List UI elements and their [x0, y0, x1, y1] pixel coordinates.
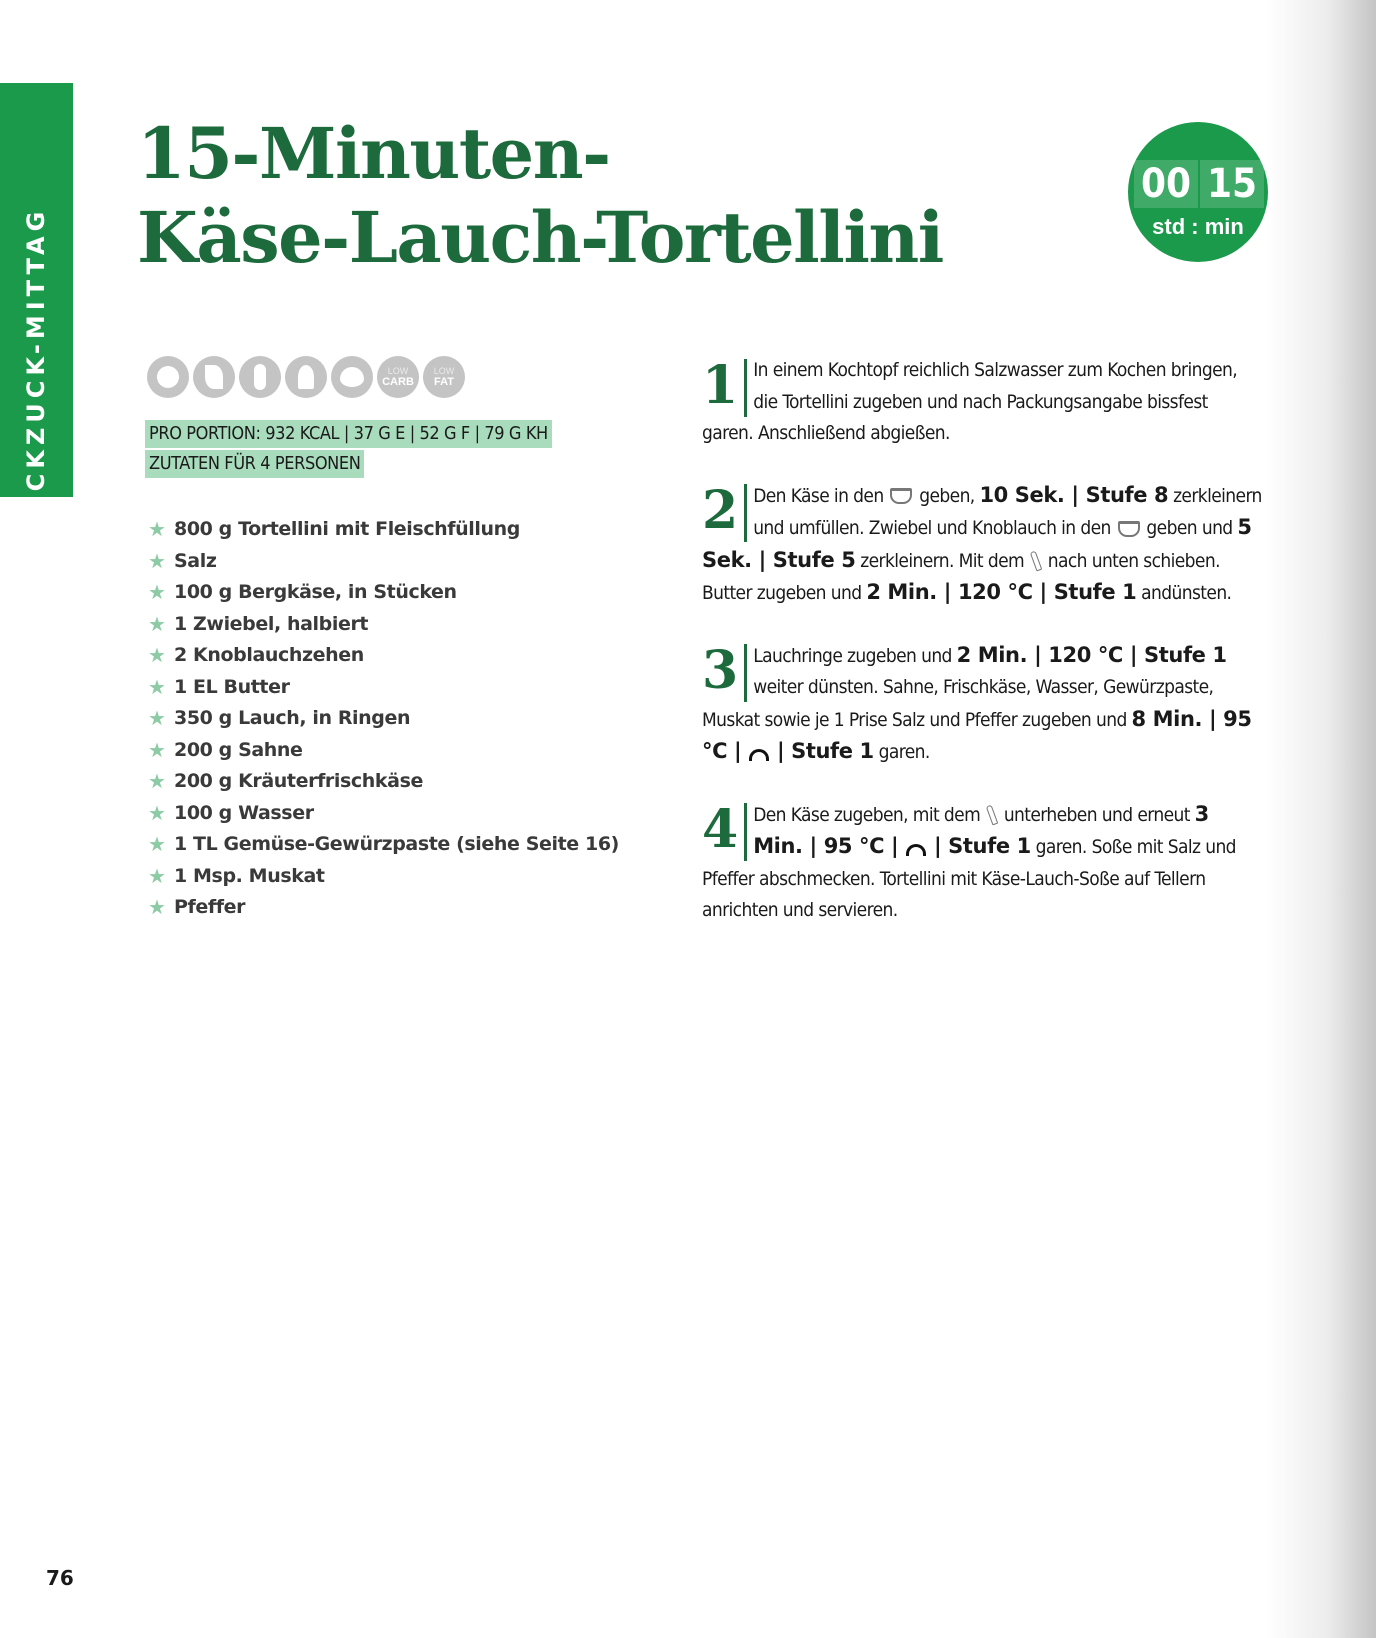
star-icon: ★ — [148, 517, 166, 541]
ingredient-item: ★ 200 g Sahne — [148, 735, 619, 767]
star-icon: ★ — [148, 895, 166, 919]
recipe-title-line1: 15-Minuten- — [137, 112, 610, 195]
reverse-rotation-icon — [749, 749, 769, 761]
ingredient-item: ★ Salz — [148, 546, 619, 578]
ingredient-item: ★ 1 Msp. Muskat — [148, 861, 619, 893]
ingredient-item: ★ 2 Knoblauchzehen — [148, 640, 619, 672]
low-carb-icon: LOW CARB — [377, 356, 419, 398]
star-icon: ★ — [148, 706, 166, 730]
star-icon: ★ — [148, 769, 166, 793]
step-2 — [702, 480, 1262, 610]
page-edge-shadow — [1266, 0, 1376, 1638]
star-icon: ★ — [148, 580, 166, 604]
reverse-rotation-icon — [906, 844, 926, 856]
star-icon: ★ — [148, 674, 166, 699]
leaf-icon — [193, 356, 235, 398]
timer-minutes: 15 — [1200, 160, 1264, 208]
step-1 — [702, 355, 1262, 450]
spatula-icon — [986, 805, 998, 826]
ingredient-item: ★ 350 g Lauch, in Ringen — [148, 703, 619, 735]
mixing-bowl-icon — [1118, 521, 1140, 537]
step-text: Den Käse zugeben, mit dem unterheben und erneut 3 Min. | 95 °C | | Stufe 1 garen. Soße mit Salz und Pfeffer abschmecken. Tortellini mit Käse-Lauch-Soße auf Tellern anrichten und servieren. — [702, 801, 1236, 921]
step-number: 3 — [702, 644, 747, 702]
star-icon: ★ — [148, 611, 166, 636]
mixing-bowl-icon — [890, 488, 912, 504]
ingredient-item: ★ 1 Zwiebel, halbiert — [148, 609, 619, 641]
step-text: Den Käse in den geben, 10 Sek. | Stufe 8 zerkleinern und umfüllen. Zwiebel und Knoblauch in den geben und 5 Sek. | Stufe 5 zerkleinern. Mit dem nach unten schieben. Butter zugeben und 2 Min. | 120 °C | Stufe 1 andünsten. — [702, 482, 1262, 604]
timer-hours: 00 — [1134, 160, 1198, 208]
star-icon: ★ — [148, 832, 166, 856]
ingredient-item: ★ 100 g Bergkäse, in Stücken — [148, 577, 619, 609]
step-3 — [702, 640, 1262, 769]
low-fat-icon: LOW FAT — [423, 356, 465, 398]
page-number: 76 — [46, 1566, 74, 1590]
step-text: Lauchringe zugeben und 2 Min. | 120 °C | Stufe 1 weiter dünsten. Sahne, Frischkäse, Wasser, Gewürzpaste, Muskat sowie je 1 Prise Salz und Pfeffer zugeben und 8 Min. | 95 °C | | Stufe 1 garen. — [702, 642, 1252, 763]
recipe-title-line2: Käse-Lauch-Tortellini — [137, 196, 943, 279]
star-icon: ★ — [148, 643, 166, 667]
star-icon: ★ — [148, 863, 166, 888]
ingredient-item: ★ 800 g Tortellini mit Fleischfüllung — [148, 514, 619, 546]
ingredient-item: ★ Pfeffer — [148, 892, 619, 924]
star-icon: ★ — [148, 737, 166, 762]
ingredient-item: ★ 1 EL Butter — [148, 672, 619, 704]
preparation-steps — [702, 355, 1262, 927]
star-icon: ★ — [148, 548, 166, 573]
tomato-icon — [147, 356, 189, 398]
servings-info: ZUTATEN FÜR 4 PERSONEN — [145, 450, 364, 478]
step-4 — [702, 799, 1262, 927]
section-tab-label: RUCKZUCK-MITTAG — [22, 206, 50, 540]
step-number: 2 — [702, 484, 747, 542]
step-number: 1 — [702, 359, 747, 417]
step-number: 4 — [702, 803, 747, 861]
recipe-title — [137, 112, 943, 280]
prep-time-badge — [1128, 122, 1268, 262]
spatula-icon — [1030, 551, 1042, 572]
drop-icon — [331, 356, 373, 398]
section-tab — [0, 83, 73, 540]
bottle-icon — [239, 356, 281, 398]
ingredient-item: ★ 1 TL Gemüse-Gewürzpaste (siehe Seite 16) — [148, 829, 619, 861]
grain-icon — [285, 356, 327, 398]
ingredient-list — [148, 514, 619, 924]
timer-unit-label: std : min — [1152, 214, 1244, 239]
ingredient-item: ★ 200 g Kräuterfrischkäse — [148, 766, 619, 798]
nutrition-info: PRO PORTION: 932 KCAL | 37 G E | 52 G F | 79 G KH — [145, 420, 552, 448]
star-icon: ★ — [148, 800, 166, 825]
ingredient-item: ★ 100 g Wasser — [148, 798, 619, 830]
step-text: In einem Kochtopf reichlich Salzwasser zum Kochen bringen, die Tortellini zugeben und nach Packungsangabe bissfest garen. Anschließend abgießen. — [702, 359, 1238, 444]
